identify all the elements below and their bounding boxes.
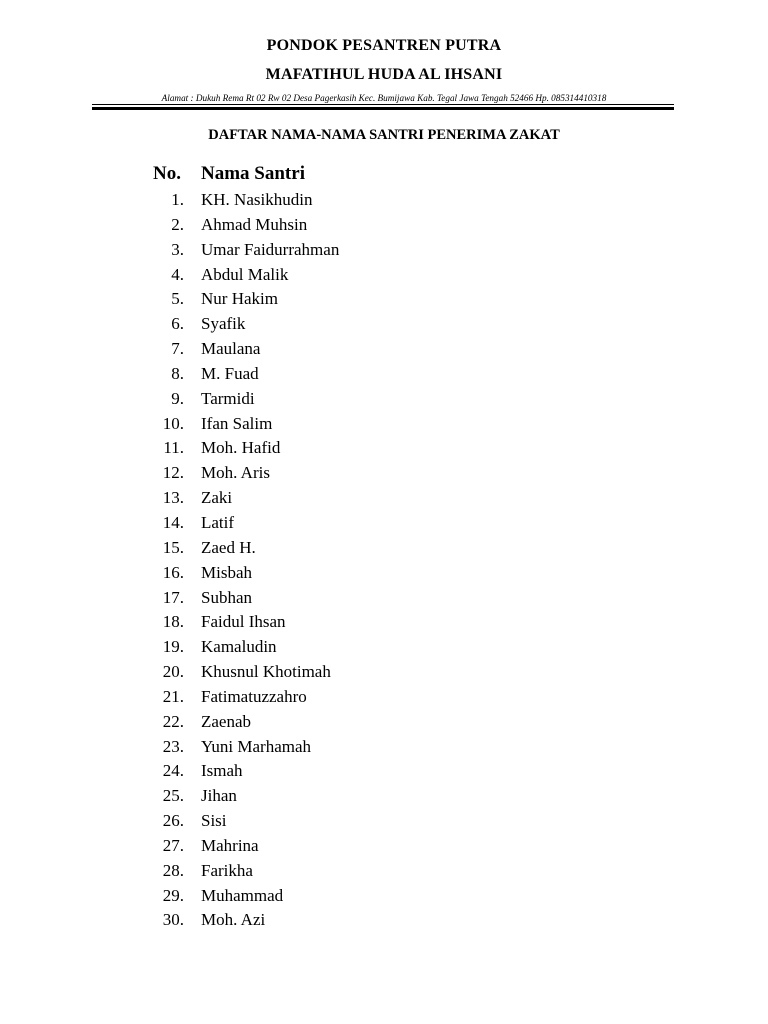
item-number: 7. [171, 339, 184, 359]
item-name: Subhan [201, 587, 252, 607]
item-number: 26. [162, 811, 184, 831]
list-item [0, 511, 768, 536]
org-address: Alamat : Dukuh Rema Rt 02 Rw 02 Desa Pagerkasih Kec. Bumijawa Kab. Tegal Jawa Tengah 52466 Hp. 085314410318 [161, 93, 607, 103]
list-item [0, 436, 768, 461]
list-item [0, 263, 768, 288]
item-number: 9. [171, 388, 184, 408]
list-item [0, 461, 768, 486]
item-name: Farikha [201, 860, 253, 880]
item-number: 1. [171, 190, 184, 209]
list-item [0, 337, 768, 362]
item-number: 23. [162, 736, 184, 756]
list-item [0, 412, 768, 437]
item-number: 22. [162, 711, 184, 731]
item-number: 8. [171, 363, 184, 383]
item-name: Moh. Azi [201, 910, 266, 930]
item-number: 29. [162, 885, 184, 905]
item-number: 21. [162, 686, 184, 706]
list-item [0, 561, 768, 586]
item-name: Zaki [201, 488, 233, 508]
org-name-line-1: PONDOK PESANTREN PUTRA [266, 37, 502, 54]
org-name-line-2: MAFATIHUL HUDA AL IHSANI [265, 66, 503, 83]
list-item [0, 908, 768, 933]
item-name: Misbah [201, 562, 252, 582]
list-item [0, 287, 768, 312]
item-name: Fatimatuzzahro [201, 686, 307, 706]
item-number: 15. [162, 537, 184, 557]
list-item [0, 759, 768, 784]
list-item [0, 685, 768, 710]
list-header-number: No. [153, 163, 181, 184]
item-number: 30. [162, 910, 184, 930]
item-name: Zaed H. [201, 537, 256, 557]
item-name: Tarmidi [201, 388, 255, 408]
item-name: Sisi [201, 811, 227, 831]
list-item [0, 735, 768, 760]
item-name: Faidul Ihsan [201, 612, 286, 632]
item-name: Zaenab [201, 711, 252, 731]
item-number: 13. [162, 488, 184, 508]
item-number: 20. [162, 662, 184, 682]
list-item [0, 809, 768, 834]
item-number: 27. [162, 835, 184, 855]
item-number: 11. [163, 438, 184, 458]
item-name: Latif [201, 512, 235, 532]
item-name: Ahmad Muhsin [201, 214, 308, 234]
item-name: Yuni Marhamah [201, 736, 312, 756]
list-item [0, 586, 768, 611]
item-number: 25. [162, 786, 184, 806]
list-item [0, 486, 768, 511]
list-item [0, 188, 768, 213]
item-number: 4. [171, 264, 184, 284]
item-number: 28. [162, 860, 184, 880]
list-item [0, 784, 768, 809]
item-name: Ifan Salim [201, 413, 273, 433]
letterhead-divider-thin [92, 104, 674, 105]
item-name: Ismah [201, 761, 243, 781]
item-number: 19. [162, 637, 184, 657]
list-item [0, 387, 768, 412]
item-number: 6. [171, 314, 184, 334]
item-number: 18. [162, 612, 184, 632]
item-name: M. Fuad [201, 363, 259, 383]
list-item [0, 834, 768, 859]
item-name: KH. Nasikhudin [201, 190, 313, 209]
item-number: 5. [171, 289, 184, 309]
item-number: 17. [162, 587, 184, 607]
item-name: Muhammad [201, 885, 284, 905]
list-item [0, 536, 768, 561]
item-number: 16. [162, 562, 184, 582]
item-number: 3. [171, 239, 184, 259]
item-name: Nur Hakim [201, 289, 278, 309]
santri-list [0, 188, 768, 933]
list-item [0, 610, 768, 635]
item-name: Moh. Hafid [201, 438, 281, 458]
list-header-name: Nama Santri [201, 163, 305, 184]
list-item [0, 362, 768, 387]
item-number: 12. [162, 463, 184, 483]
item-number: 14. [162, 512, 184, 532]
list-item [0, 213, 768, 238]
list-item [0, 859, 768, 884]
list-item [0, 238, 768, 263]
item-name: Kamaludin [201, 637, 277, 657]
item-name: Maulana [201, 339, 261, 359]
list-item [0, 660, 768, 685]
item-number: 24. [162, 761, 184, 781]
item-number: 2. [171, 214, 184, 234]
item-number: 10. [162, 413, 184, 433]
list-item [0, 884, 768, 909]
item-name: Moh. Aris [201, 463, 270, 483]
list-item [0, 312, 768, 337]
letterhead-divider-thick [92, 107, 674, 110]
document-title: DAFTAR NAMA-NAMA SANTRI PENERIMA ZAKAT [208, 127, 560, 143]
item-name: Khusnul Khotimah [201, 662, 331, 682]
item-name: Jihan [201, 786, 237, 806]
item-name: Mahrina [201, 835, 259, 855]
item-name: Umar Faidurrahman [201, 239, 340, 259]
item-name: Abdul Malik [201, 264, 289, 284]
list-item [0, 635, 768, 660]
list-item [0, 710, 768, 735]
item-name: Syafik [201, 314, 246, 334]
